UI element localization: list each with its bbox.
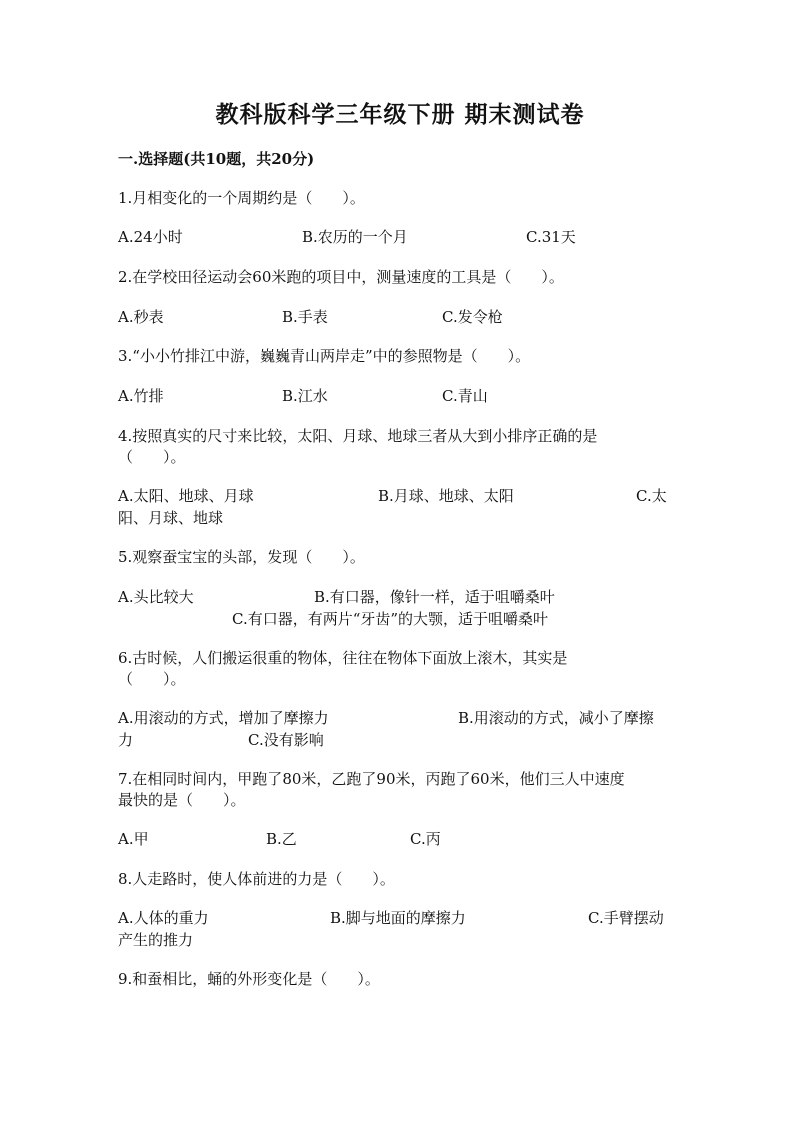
q7-option-a: A.甲: [118, 830, 149, 848]
q4-option-b: B.月球、地球、太阳: [378, 487, 514, 505]
q6-option-b-continued: 力: [118, 731, 134, 749]
section-heading: 一.选择题(共10题，共20分): [118, 150, 315, 168]
question-6-line-1: 6.古时候，人们搬运很重的物体，往往在物体下面放上滚木，其实是: [118, 649, 568, 667]
q4-option-c-continued: 阳、月球、地球: [118, 509, 224, 527]
q3-option-a: A.竹排: [118, 387, 164, 405]
q7-option-c: C.丙: [410, 830, 441, 848]
page-title: 教科版科学三年级下册 期末测试卷: [215, 101, 585, 128]
question-1: 1.月相变化的一个周期约是（ ）。: [118, 189, 365, 207]
question-2: 2.在学校田径运动会60米跑的项目中，测量速度的工具是（ ）。: [118, 268, 564, 286]
q6-option-a: A.用滚动的方式，增加了摩擦力: [118, 709, 329, 727]
q5-option-a: A.头比较大: [118, 588, 194, 606]
q5-option-b: B.有口器，像针一样，适于咀嚼桑叶: [314, 588, 555, 606]
q8-option-c: C.手臂摆动: [588, 909, 664, 927]
q8-option-a: A.人体的重力: [118, 909, 209, 927]
question-7-line-1: 7.在相同时间内，甲跑了80米，乙跑了90米，丙跑了60米，他们三人中速度: [118, 770, 625, 788]
q2-option-b: B.手表: [282, 308, 328, 326]
q5-option-c: C.有口器，有两片“牙齿”的大颚，适于咀嚼桑叶: [232, 610, 549, 628]
q1-option-c: C.31天: [526, 228, 576, 246]
q2-option-c: C.发令枪: [442, 308, 503, 326]
q1-option-b: B.农历的一个月: [302, 228, 408, 246]
question-4-line-2: （ ）。: [118, 448, 186, 466]
q4-option-c: C.太: [636, 487, 667, 505]
question-3: 3.“小小竹排江中游，巍巍青山两岸走”中的参照物是（ ）。: [118, 347, 531, 365]
question-7-line-2: 最快的是（ ）。: [118, 791, 246, 809]
q4-option-a: A.太阳、地球、月球: [118, 487, 254, 505]
q6-option-c: C.没有影响: [248, 731, 324, 749]
q8-option-b: B.脚与地面的摩擦力: [330, 909, 466, 927]
q3-option-b: B.江水: [282, 387, 328, 405]
q2-option-a: A.秒表: [118, 308, 164, 326]
question-5: 5.观察蚕宝宝的头部，发现（ ）。: [118, 548, 365, 566]
q6-option-b: B.用滚动的方式，减小了摩擦: [458, 709, 654, 727]
question-4-line-1: 4.按照真实的尺寸来比较，太阳、月球、地球三者从大到小排序正确的是: [118, 427, 598, 445]
q1-option-a: A.24小时: [118, 228, 183, 246]
question-9: 9.和蚕相比，蛹的外形变化是（ ）。: [118, 970, 380, 988]
q7-option-b: B.乙: [266, 830, 297, 848]
question-8: 8.人走路时，使人体前进的力是（ ）。: [118, 870, 395, 888]
q3-option-c: C.青山: [442, 387, 488, 405]
q8-option-c-continued: 产生的推力: [118, 931, 194, 949]
question-6-line-2: （ ）。: [118, 670, 186, 688]
